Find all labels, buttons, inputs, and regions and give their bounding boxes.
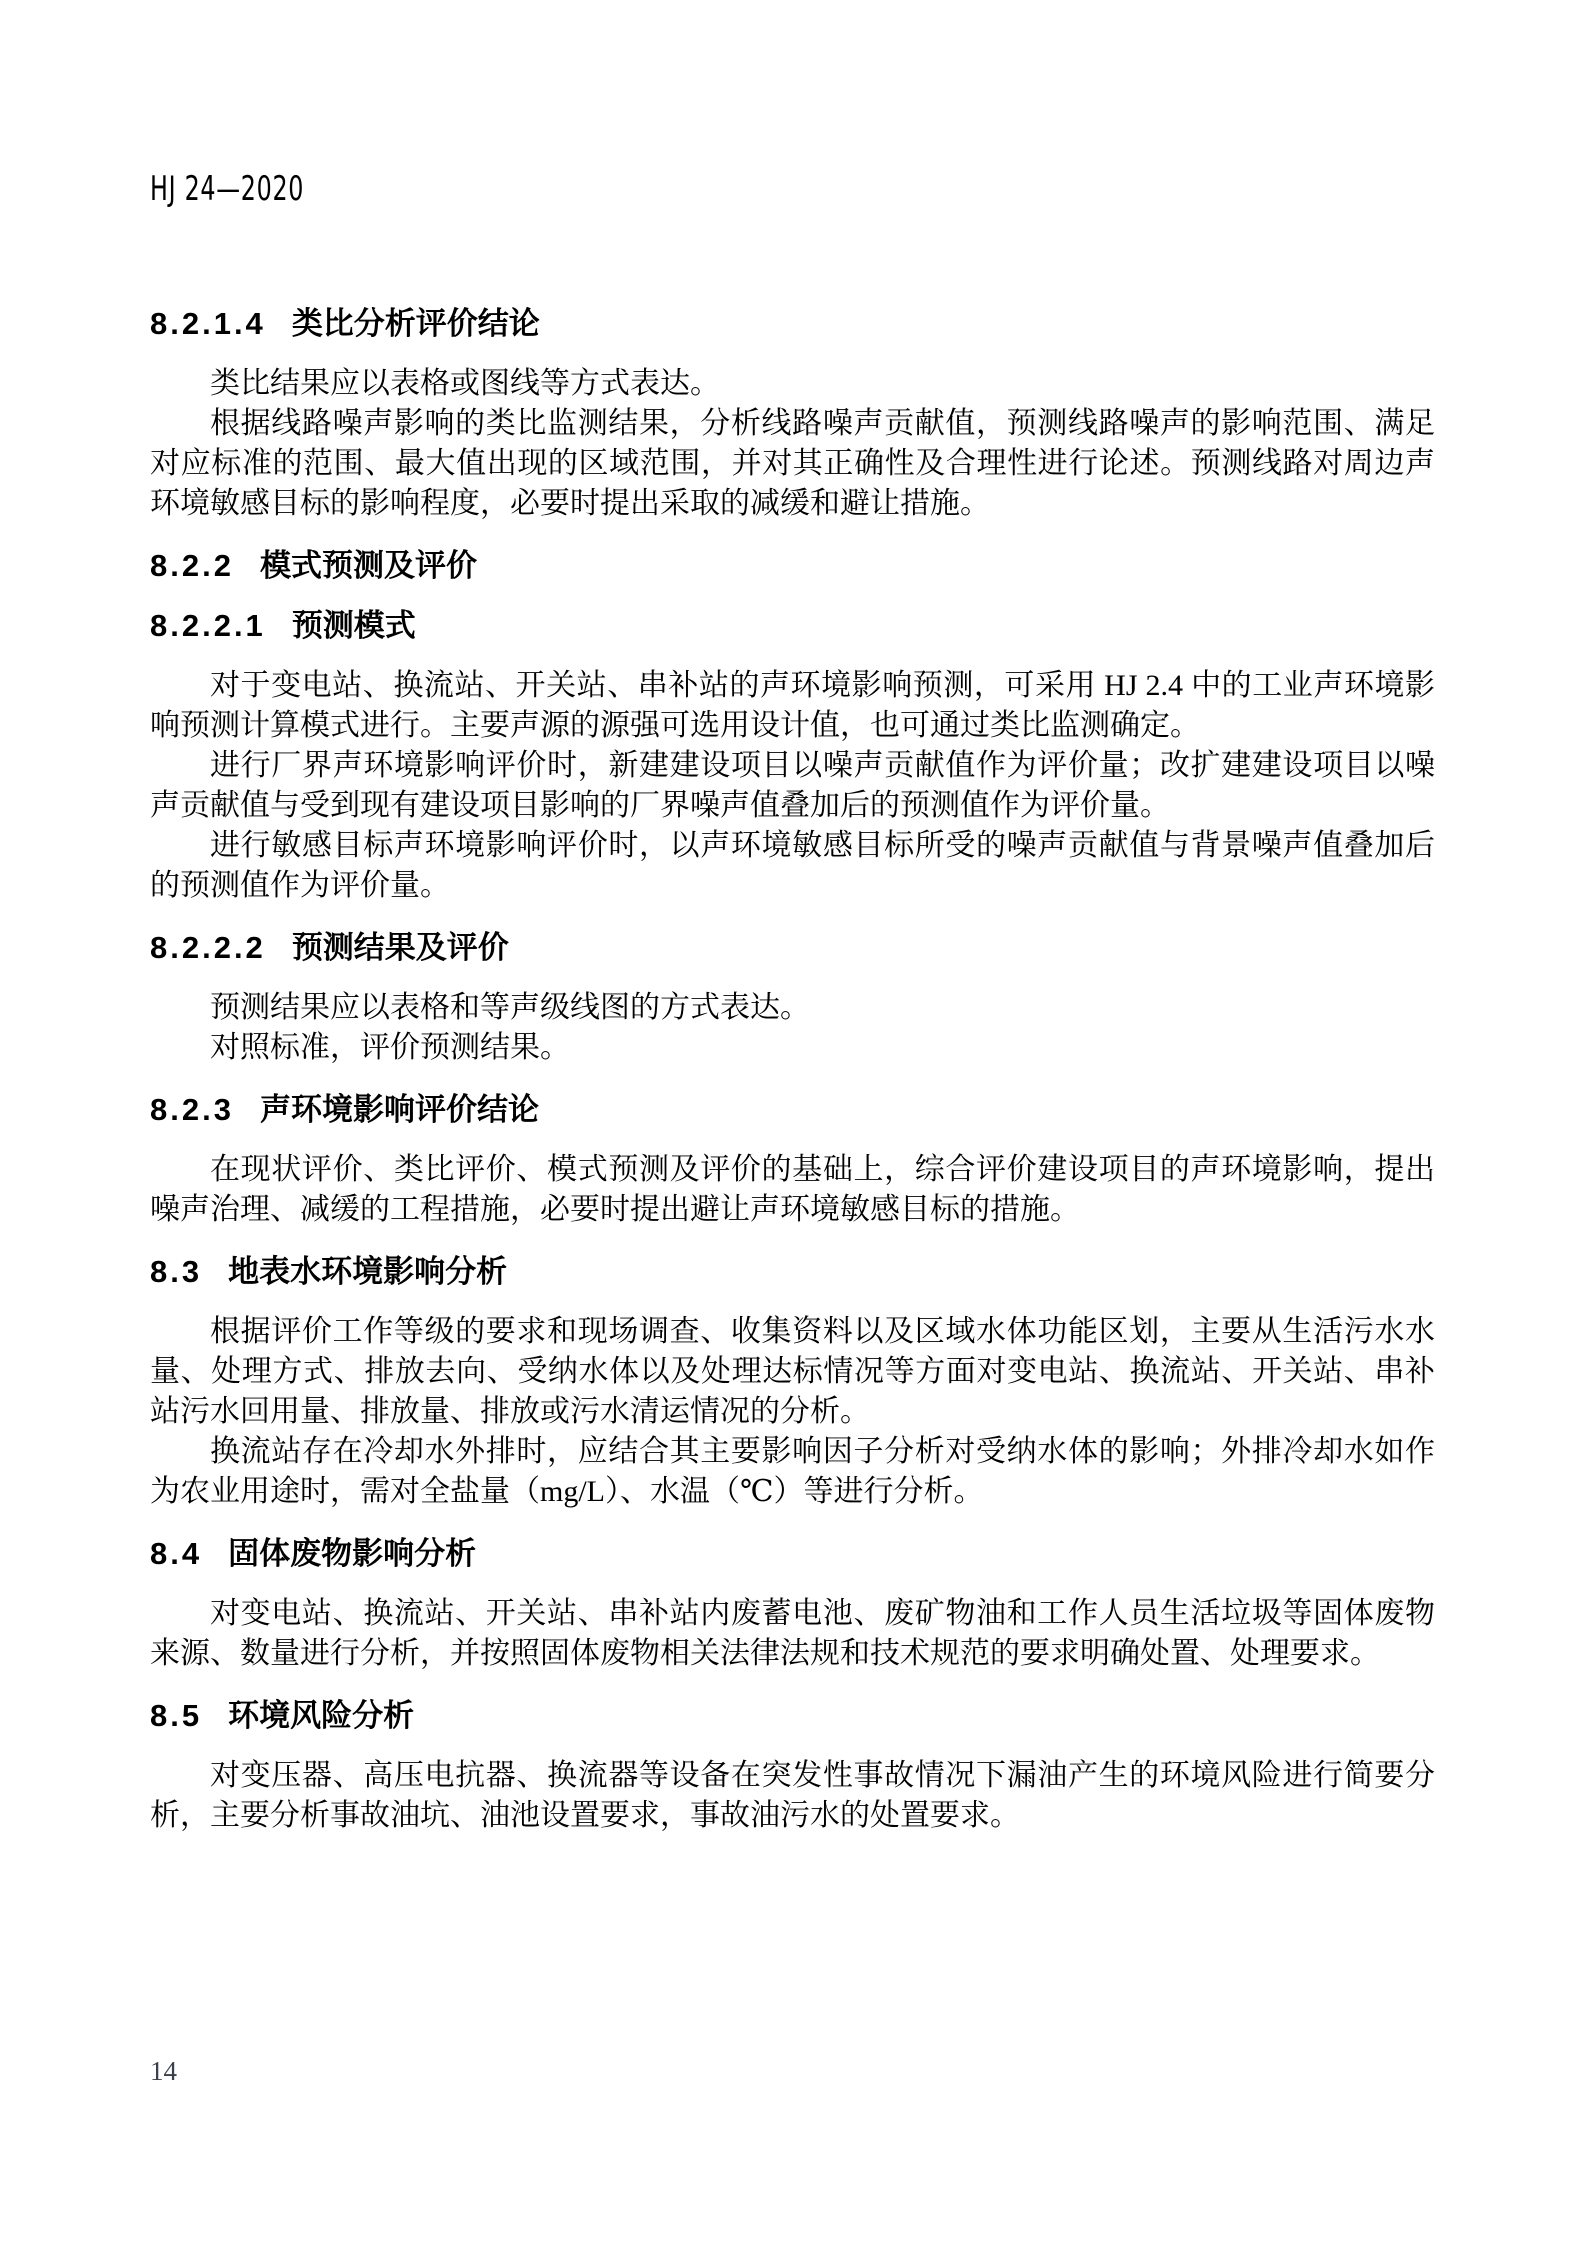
paragraph: 进行敏感目标声环境影响评价时，以声环境敏感目标所受的噪声贡献值与背景噪声值叠加后的预测值作为评价量。 xyxy=(150,829,1435,902)
heading-number: 8.4 xyxy=(150,1536,203,1571)
heading-title: 地表水环境影响分析 xyxy=(228,1254,508,1289)
heading-title: 模式预测及评价 xyxy=(259,548,477,583)
paragraph: 根据评价工作等级的要求和现场调查、收集资料以及区域水体功能区划，主要从生活污水水量、处理方式、排放去向、受纳水体以及处理达标情况等方面对变电站、换流站、开关站、串补站污水回用量、排放量、排放或污水清运情况的分析。 xyxy=(150,1315,1435,1428)
paragraph: 对照标准，评价预测结果。 xyxy=(210,1031,570,1064)
heading-title: 预测模式 xyxy=(291,608,416,643)
heading-title: 类比分析评价结论 xyxy=(291,306,540,341)
heading-title: 环境风险分析 xyxy=(228,1698,415,1733)
heading-title: 固体废物影响分析 xyxy=(228,1536,477,1571)
paragraph: 预测结果应以表格和等声级线图的方式表达。 xyxy=(210,991,810,1024)
heading-8-2-2 xyxy=(150,548,1435,584)
paragraph: 进行厂界声环境影响评价时，新建建设项目以噪声贡献值作为评价量；改扩建建设项目以噪声贡献值与受到现有建设项目影响的厂界噪声值叠加后的预测值作为评价量。 xyxy=(150,749,1435,822)
heading-number: 8.2.2 xyxy=(150,548,234,583)
standard-code-header: HJ 24—2020 xyxy=(150,169,305,209)
heading-8-2-1-4 xyxy=(150,306,1435,342)
heading-8-2-2-1 xyxy=(150,608,1435,644)
paragraph: 类比结果应以表格或图线等方式表达。 xyxy=(210,367,720,400)
heading-number: 8.2.1.4 xyxy=(150,306,266,341)
heading-number: 8.3 xyxy=(150,1254,203,1289)
page-number: 14 xyxy=(150,2056,177,2086)
heading-number: 8.2.2.2 xyxy=(150,930,266,965)
paragraph: 在现状评价、类比评价、模式预测及评价的基础上，综合评价建设项目的声环境影响，提出噪声治理、减缓的工程措施，必要时提出避让声环境敏感目标的措施。 xyxy=(150,1153,1435,1226)
paragraph: 对变电站、换流站、开关站、串补站内废蓄电池、废矿物油和工作人员生活垃圾等固体废物来源、数量进行分析，并按照固体废物相关法律法规和技术规范的要求明确处置、处理要求。 xyxy=(150,1597,1435,1670)
heading-title: 声环境影响评价结论 xyxy=(259,1092,539,1127)
heading-8-5 xyxy=(150,1698,1435,1734)
heading-8-3 xyxy=(150,1254,1435,1290)
paragraph: 对于变电站、换流站、开关站、串补站的声环境影响预测，可采用 HJ 2.4 中的工业声环境影响预测计算模式进行。主要声源的源强可选用设计值，也可通过类比监测确定。 xyxy=(150,669,1435,742)
paragraph: 根据线路噪声影响的类比监测结果，分析线路噪声贡献值，预测线路噪声的影响范围、满足对应标准的范围、最大值出现的区域范围，并对其正确性及合理性进行论述。预测线路对周边声环境敏感目标的影响程度，必要时提出采取的减缓和避让措施。 xyxy=(150,407,1435,520)
heading-title: 预测结果及评价 xyxy=(291,930,509,965)
heading-number: 8.2.3 xyxy=(150,1092,234,1127)
paragraph: 对变压器、高压电抗器、换流器等设备在突发性事故情况下漏油产生的环境风险进行简要分析，主要分析事故油坑、油池设置要求，事故油污水的处置要求。 xyxy=(150,1759,1435,1832)
heading-8-2-2-2 xyxy=(150,930,1435,966)
paragraph: 换流站存在冷却水外排时，应结合其主要影响因子分析对受纳水体的影响；外排冷却水如作为农业用途时，需对全盐量（mg/L）、水温（℃）等进行分析。 xyxy=(150,1435,1435,1508)
heading-8-4 xyxy=(150,1536,1435,1572)
heading-8-2-3 xyxy=(150,1092,1435,1128)
heading-number: 8.5 xyxy=(150,1698,203,1733)
heading-number: 8.2.2.1 xyxy=(150,608,266,643)
